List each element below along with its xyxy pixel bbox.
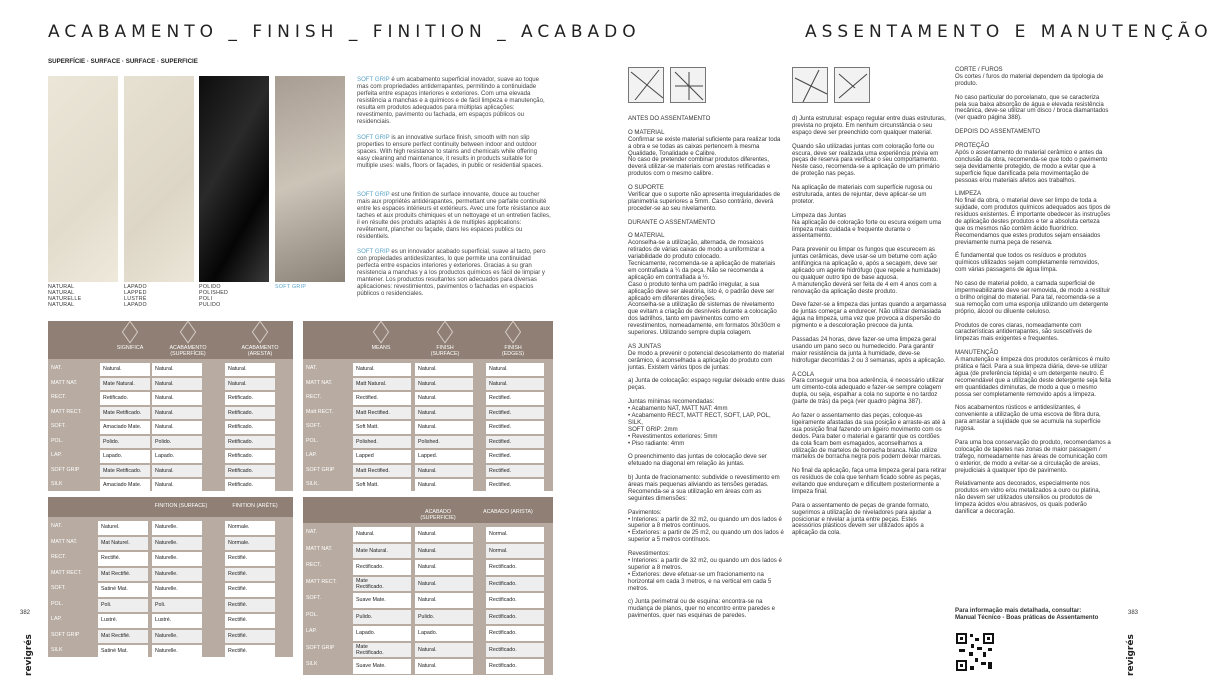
table-row-label: RECT. (51, 554, 67, 560)
finish-table-fr (48, 497, 293, 657)
swatch-soft-grip (275, 76, 345, 282)
table-cell: Natural. (415, 363, 473, 376)
swatch-polished (199, 76, 269, 282)
table-row-label: MATT NAT. (306, 379, 333, 386)
installation-column-2: d) Junta estrutural: espaço regular entre duas estruturas, prevista no projeto. Em nenhum circunstância o seu espaço deve ser preenchido com qualquer material. Quando são utilizadas juntas com coloração forte ou escura, deve ser realizada uma experiência prévia em peças de reserva para verificar o seu comportamento. Neste caso, recomenda-se a aplicação de um primário de proteção nas peças. Na aplicação de materiais com superfície rugosa ou estruturada, antes de rejuntar, deve aplicar-se um protetor. Limpeza das Juntas Na aplicação de coloração forte ou escura exigem uma limpeza mais cuidada e frequente durante o assentamento. Para prevenir ou limpar os fungos que escurecem as juntas cerâmicas, deve usar-se um betume com ação antifúngica na aplicação e, após a secagem, deve ser aplicado um agente hidrófugo (que repele a humidade) ou qualquer outro tipo de base aquosa. A manutenção deverá ser feita de 4 em 4 anos com a renovação da aplicação deste produto. Deve fazer-se a limpeza das juntas quando a argamassa de juntas começar a endurecer. Não utilizar demasiada água na limpeza, uma vez que provoca a dispersão do pigmento e a descoloração precoce da junta. Passadas 24 horas, deve fazer-se uma limpeza geral usando um pano seco ou humedecido. Para garantir maior resistência da junta à humidade, deve-se hidrofugar decorridas 2 ou 3 semanas, após a aplicação. A COLA Para conseguir uma boa aderência, é necessário utilizar um cimento-cola adequado e fazer-se sempre colagem dupla, ou seja, espalhar a cola no suporte e no tardoz (parte de trás) da peça (ver quadro página 387). Ao fazer o assentamento das peças, coloque-as ligeiramente afastadas da sua posição e arraste-as até à sua posição final fazendo um ligeiro movimento com os dedos. Para bater o material e garantir que os cordões da cola ficam bem esmagados, aconselhamos a utilização de martelos de borracha branca. Não utilize martelos de borracha negra pois podem deixar marcas. No final da aplicação, faça uma limpeza geral para retirar os resíduos de cola que tenham ficado sobre as peças, evitando que endureçam e dificultem posteriormente a limpeza final. Para o assentamento de peças de grande formato, sugerimos a utilização de niveladores para ajudar a posicionar e nivelar a junta entre peças. Estes acessórios plásticos devem ser utilizados após a aplicação da cola. (792, 115, 947, 537)
table-cell: Rectified. (486, 479, 544, 492)
table-cell: Matt Rectified. (353, 407, 411, 420)
table-row-label: MATT RECT. (51, 408, 82, 415)
table-header (48, 497, 293, 517)
swatch-label-polished: POLIDO POLISHED POLI PULIDO (199, 284, 229, 308)
table-cell: Naturelle. (152, 521, 202, 535)
table-column-header: ACABADO (SUPERFICIE) (420, 509, 456, 521)
finish-table-pt (48, 321, 293, 491)
table-cell: Suave Mate. (353, 593, 411, 608)
table-row-label: POL. (51, 437, 64, 444)
table-cell: Natural. (415, 544, 473, 559)
table-cell: Mat Rectifié. (98, 568, 148, 582)
table-row-label: RECT. (306, 394, 322, 400)
table-row-label: SOFT GRIP (306, 466, 335, 473)
table-cell: Rectified. (486, 450, 544, 463)
table-cell: Amaciado Mate. (100, 421, 150, 434)
table-cell: Naturelle. (152, 568, 202, 582)
table-row-label: SOFT. (51, 423, 67, 429)
table-cell: Natural. (415, 577, 473, 592)
tile-pattern-icon-4 (834, 67, 870, 103)
table-cell: Retificado. (225, 421, 275, 434)
table-row-label: Matt RECT. (306, 408, 334, 415)
table-cell: Retificado. (225, 407, 275, 420)
table-cell: Retificado. (225, 392, 275, 405)
table-cell: Poli. (98, 599, 148, 613)
table-cell: Natural. (415, 392, 473, 405)
table-cell: Polido. (100, 436, 150, 449)
finish-page-title: ACABAMENTO _ FINISH _ FINITION _ ACABADO (48, 22, 641, 42)
tile-diamond-icon (252, 320, 268, 343)
table-cell: Rectifié. (225, 630, 275, 644)
description-pt: SOFT GRIP é um acabamento superficial inovador, suave ao toque mas com propriedades antiderrapantes, permitindo a continuidade perfeita entre espaços interiores e exteriores. Com uma elevada resistência a manchas e a químicos e de fácil limpeza e manutenção, resulta em produtos adequados para múltiplas aplicações: revestimento, pavimento ou fachada, em espaços públicos ou residenciais. (357, 76, 545, 125)
table-cell: Polido. (152, 436, 202, 449)
table-cell: Pulido. (415, 610, 473, 625)
table-column-header: FINISH (EDGES) (501, 345, 525, 357)
table-cell: Rectificado. (486, 560, 544, 575)
table-cell: Normale. (225, 537, 275, 551)
table-column-header: SIGNIFICA (116, 345, 144, 351)
table-cell: Natural. (415, 643, 473, 658)
swatch-natural (48, 76, 118, 282)
table-cell: Normal. (486, 544, 544, 559)
table-cell: Matt Rectified. (353, 465, 411, 478)
table-row-label: SILK (51, 647, 63, 653)
table-cell: Natural. (415, 421, 473, 434)
table-row-label: NAT. (306, 365, 318, 371)
table-cell: Mat Rectifié. (98, 630, 148, 644)
brand-logo-left: revigrés (24, 634, 34, 676)
table-header (48, 321, 293, 359)
table-cell: Matt Natural. (353, 378, 411, 391)
table-row-label: POL. (306, 611, 319, 618)
tile-pattern-icon-2 (670, 67, 706, 103)
table-cell: Natural. (415, 659, 473, 674)
table-cell: Soft Matt. (353, 479, 411, 492)
table-cell: Rectified. (486, 407, 544, 420)
table-cell: Lustré. (152, 614, 202, 628)
surface-heading: SUPERFÍCIE · SURFACE · SURFACE · SUPERFICIE (48, 58, 198, 65)
table-cell: Naturel. (98, 521, 148, 535)
tile-diamond-icon (373, 320, 389, 343)
table-cell: Polished. (415, 436, 473, 449)
tile-diamond-icon (180, 320, 196, 343)
table-cell: Mat Naturel. (98, 537, 148, 551)
swatch-lapped (124, 76, 194, 282)
table-cell: Natural. (225, 363, 275, 376)
table-cell: Natural. (152, 421, 202, 434)
swatch-label-natural: NATURAL NATURAL NATURELLE NATURAL (48, 284, 82, 308)
qr-code-icon[interactable] (955, 632, 995, 672)
table-column-header: FINISH (SURFACE) (430, 345, 460, 357)
table-cell: Natural. (353, 363, 411, 376)
table-cell: Natural. (152, 479, 202, 492)
table-column-header: ACABAMENTO (SUPERFÍCIE) (169, 345, 207, 357)
table-row-label: SOFT. (306, 423, 322, 429)
table-cell: Natural. (415, 479, 473, 492)
table-row-label: POL. (306, 437, 319, 444)
installation-column-3: CORTE / FUROS Os cortes / furos do material dependem da tipologia de produto. No caso particular do porcelanato, que se caracteriza pela sua baixa absorção de água e elevada resistência mecânica, deve-se utilizar um disco / broca diamantados (ver quadro página 388). DEPOIS DO ASSENTAMENTO PROTEÇÃO Após o assentamento do material cerâmico e antes da conclusão da obra, recomenda-se que todo o pavimento seja devidamente protegido, de modo a evitar que a superfície fique danificada pela movimentação de pessoas e/ou materiais afetos aos trabalhos. LIMPEZA No final da obra, o material deve ser limpo de toda a sujidade, com produtos químicos adequados aos tipos de resíduos existentes. É importante obedecer às instruções de aplicação destes produtos e ter a absoluta certeza que os mesmos não contêm ácido fluorídrico. Recomendamos que estes produtos sejam ensaiados previamente numa peça de reserva. É fundamental que todos os resíduos e produtos químicos utilizados sejam completamente removidos, com várias passagens de água limpa. No caso de material polido, a camada superficial de impermeabilizante deve ser removida, de modo a restituir o brilho original do material. Para tal, recomenda-se a sua remoção com uma esponja utilizando um detergente próprio, álcool ou diluente celuloso. Produtos de cores claras, nomeadamente com características antiderrapantes, são suscetíveis de limpezas mais exigentes e frequentes. MANUTENÇÃO A manutenção e limpeza dos produtos cerâmicos é muito prática e fácil. Para a sua limpeza diária, deve-se utilizar água (de preferência tépida) e um detergente neutro. É recomendável que a utilização deste detergente seja feita em quantidades diminutas, de modo a que o mesmo possa ser completamente removido após a limpeza. Nos acabamentos rústicos e antideslizantes, é conveniente a utilização de uma escova de fibra dura, para arrastar a sujidade que se acumula na superfície rugosa. Para uma boa conservação do produto, recomendamos a colocação de tapetes nas zonas de maior passagem / tráfego, nomeadamente nas áreas de comunicação com o exterior, de modo a evitar-se a circulação de areias, prejudiciais à qualquer tipo de pavimento. Relativamente aos decorados, especialmente nos produtos em vidro e/ou metalizados a ouro ou platina, não devem ser utilizados utensílios ou produtos de limpeza ácidos e/ou abrasivos, os quais poderão danificar a decoração. (955, 66, 1111, 515)
tile-pattern-icon-3 (792, 67, 828, 103)
table-cell: Rectifié. (225, 568, 275, 582)
table-row-label: RECT. (51, 394, 67, 400)
table-cell: Retificado. (225, 436, 275, 449)
table-row-label: POL. (51, 600, 64, 607)
table-row-label: LAP. (306, 452, 317, 458)
table-cell: Soft Matt. (353, 421, 411, 434)
description-es: SOFT GRIP es un innovador acabado superficial, suave al tacto, pero con propiedades antideslizantes, lo que permite una continuidad perfecta entre espacios interiores y exteriores. Gracias a su gran resistencia a manchas y a los productos químicos es fácil de limpiar y mantener. Los productos resultantes son adecuados para diversas aplicaciones: revestimientos, pavimentos o fachadas en espacios públicos o residenciales. (357, 248, 546, 297)
table-cell: Lapado. (100, 450, 150, 463)
table-cell: Retificado. (100, 392, 150, 405)
table-cell: Natural. (415, 465, 473, 478)
table-cell: Rectifié. (225, 552, 275, 566)
table-cell: Natural. (415, 560, 473, 575)
table-cell: Normale. (225, 521, 275, 535)
table-row-label: LAP. (51, 452, 62, 458)
table-row-label: NAT. (51, 523, 63, 529)
table-row-label: NAT. (306, 529, 318, 535)
table-row-label: MATT RECT. (306, 578, 337, 585)
table-cell: Rectified. (486, 436, 544, 449)
table-cell: Pulido. (353, 610, 411, 625)
table-cell: Retificado. (225, 450, 275, 463)
table-cell: Natural. (486, 378, 544, 391)
table-column-header: FINITION (ARÊTE) (232, 503, 278, 509)
table-cell: Mate Retificado. (100, 407, 150, 420)
table-column-header: FINITION (SURFACE) (154, 503, 208, 509)
table-row-label: SOFT GRIP (51, 631, 80, 638)
table-cell: Lapado. (152, 450, 202, 463)
table-cell: Rectifié. (225, 583, 275, 597)
table-cell: Rectifié. (225, 599, 275, 613)
table-cell: Natural. (415, 378, 473, 391)
table-cell: Rectifié. (98, 552, 148, 566)
table-cell: Normal. (486, 527, 544, 542)
table-cell: Natural. (486, 363, 544, 376)
table-cell: Natural. (152, 363, 202, 376)
table-cell: Rectificado. (486, 626, 544, 641)
table-row-label: MATT RECT. (51, 569, 82, 576)
table-row-label: LAP. (51, 616, 62, 622)
table-cell: Natural. (225, 378, 275, 391)
page-number-left: 382 (20, 610, 31, 616)
table-cell: Lapped (353, 450, 411, 463)
table-cell: Rectificado. (486, 610, 544, 625)
table-cell: Mate Rectificado. (353, 643, 411, 658)
table-header (303, 497, 553, 523)
description-fr: SOFT GRIP est une finition de surface innovante, douce au toucher mais aux propriétés antidérapantes, permettant une parfaite continuité entre les espaces intérieurs et extérieurs. Avec une forte résistance aux taches et aux produits chimiques et un nettoyage et un entretien faciles, il en résulte des produits adaptés à de multiples applications: revêtement, plancher ou façade, dans les espaces publics ou résidentiels. (357, 191, 551, 240)
table-cell: Rectifié. (225, 645, 275, 659)
table-cell: Naturelle. (152, 552, 202, 566)
table-cell: Lapado. (415, 626, 473, 641)
table-cell: Lapado. (353, 626, 411, 641)
table-cell: Amaciado Mate. (100, 479, 150, 492)
table-cell: Rectified. (486, 392, 544, 405)
table-cell: Mate Retificado. (100, 465, 150, 478)
table-cell: Lustré. (98, 614, 148, 628)
description-en: SOFT GRIP is an innovative surface finish, smooth with non slip properties to ensure perfect continuity between indoor and outdoor spaces. With high resistance to stains and chemicals while offering easy cleaning and maintenance, it results in products suitable for multiple uses: walls, floors or façades, in public or residential spaces. (357, 134, 543, 169)
swatch-label-lapped: LAPADO LAPPED LUSTRÉ LAPADO (124, 284, 147, 308)
tile-pattern-icon-1 (628, 67, 664, 103)
table-cell: Natural. (152, 392, 202, 405)
table-cell: Rectified. (486, 421, 544, 434)
table-row-label: SOFT. (51, 585, 67, 591)
table-row-label: SILK (51, 481, 63, 487)
table-cell: Suave Mate. (353, 659, 411, 674)
table-cell: Polished. (353, 436, 411, 449)
table-row-label: SOFT. (306, 595, 322, 601)
table-cell: Rectificado. (486, 593, 544, 608)
table-cell: Natural. (415, 527, 473, 542)
table-cell: Poli. (152, 599, 202, 613)
page-number-right: 383 (1128, 610, 1139, 616)
table-cell: Natural. (100, 363, 150, 376)
table-row-label: MATT NAT. (51, 379, 78, 386)
tile-diamond-icon (505, 320, 521, 343)
table-row-label: SILK (306, 661, 318, 667)
table-cell: Rectificado. (486, 577, 544, 592)
tile-diamond-icon (122, 320, 138, 343)
table-column-header: MEANS (371, 345, 391, 351)
brand-logo-right: revigrés (1126, 634, 1136, 676)
table-cell: Naturelle. (152, 630, 202, 644)
table-cell: Natural. (152, 378, 202, 391)
table-cell: Rectificado. (486, 659, 544, 674)
table-cell: Natural. (152, 407, 202, 420)
table-cell: Naturelle. (152, 583, 202, 597)
table-cell: Natural. (353, 527, 411, 542)
table-cell: Natural. (415, 407, 473, 420)
table-row-label: NAT. (51, 365, 63, 371)
swatch-label-soft-grip: SOFT GRIP (275, 284, 307, 290)
table-row-label: MATT NAT. (306, 545, 333, 552)
table-row-label: SOFT GRIP (51, 466, 80, 473)
table-cell: Rectificado. (353, 560, 411, 575)
finish-table-es (303, 497, 553, 675)
table-cell: Satiné Mat. (98, 583, 148, 597)
table-cell: Retificado. (225, 479, 275, 492)
table-row-label: LAP. (306, 628, 317, 634)
table-cell: Naturelle. (152, 645, 202, 659)
table-row-label: RECT. (306, 562, 322, 568)
table-column-header: ACABAMENTO (ARESTA) (241, 345, 279, 357)
table-cell: Rectified. (486, 465, 544, 478)
table-cell: Mate Natural. (353, 544, 411, 559)
finish-table-en (303, 321, 553, 491)
installation-page-title: ASSENTAMENTO E MANUTENÇÃO (805, 22, 1213, 42)
table-header (303, 321, 553, 359)
table-cell: Rectificado. (486, 643, 544, 658)
table-cell: Rectified. (353, 392, 411, 405)
table-cell: Lapped. (415, 450, 473, 463)
table-cell: Satiné Mat. (98, 645, 148, 659)
table-row-label: MATT NAT. (51, 538, 78, 545)
table-cell: Mate Natural. (100, 378, 150, 391)
table-cell: Mate Rectificado. (353, 577, 411, 592)
table-cell: Natural. (152, 465, 202, 478)
table-row-label: SILK. (306, 481, 319, 487)
footer-note: Para informação mais detalhada, consultar: Manual Técnico - Boas práticas de Assentamento (955, 607, 1099, 621)
table-cell: Retificado. (225, 465, 275, 478)
table-cell: Natural. (415, 593, 473, 608)
installation-column-1: ANTES DO ASSENTAMENTO O MATERIAL Confirmar se existe material suficiente para realizar toda a obra e se todas as caixas pertencem à mesma Qualidade, Tonalidade e Calibre. No caso de pretender combinar produtos diferentes, deverá utilizar-se materiais com arestas retificadas e produtos com o mesmo calibre. O SUPORTE Verificar que o suporte não apresenta irregularidades de planimetria superiores a 5mm. Caso contrário, deverá proceder-se ao seu nivelamento. DURANTE O ASSENTAMENTO O MATERIAL Aconselha-se a utilização, alternada, de mosaicos retirados de várias caixas de modo a uniformizar a variabilidade do produto colocado. Tecnicamente, recomenda-se a aplicação de materiais em contrafiada a ¼ da peça. Não se recomenda a aplicação em contrafiada a ½. Caso o produto tenha um padrão irregular, a sua aplicação deve ser aleatória, isto é, o padrão deve ser aplicado em diferentes direções. Aconselha-se a utilização de sistemas de nivelamento que evitam a criação de desníveis durante a colocação dos ladrilhos, tanto em pavimentos como em revestimentos, nomeadamente, em formatos 30x30cm e superiores. Utilizando sempre dupla colagem. AS JUNTAS De modo a prevenir o potencial descolamento do material cerâmico, é aconselhada a aplicação do produto com juntas. Existem vários tipos de juntas: a) Junta de colocação: espaço regular deixado entre duas peças. Juntas mínimas recomendadas: • Acabamento NAT, MATT NAT: 4mm • Acabamento RECT, MATT RECT, SOFT, LAP, POL, SILK, SOFT GRIP: 2mm • Revestimentos exteriores: 5mm • Piso radiante: 4mm O preenchimento das juntas de colocação deve ser efetuado na diagonal em relação às juntas. b) Junta de fracionamento: subdivide o revestimento em áreas mais pequenas aliviando as tensões geradas. Recomenda-se a sua utilização em áreas com as seguintes dimensões: Pavimentos: • Interiores: a partir de 32 m2, ou quando um dos lados é superior a 8 metros contínuos. • Exteriores: a partir de 25 m2, ou quando um dos lados é superior a 5 metros contínuos. Revestimentos: • Interiores: a partir de 32 m2, ou quando um dos lados é superior a 8 metros. • Exteriores: deve efetuar-se um fracionamento na horizontal em cada 3 metros, e na vertical em cada 5 metros. c) Junta perimetral ou de esquina: encontra-se na mudança de planos, quer no encontro entre paredes e pavimentos, quer nas esquinas de paredes. (628, 115, 785, 620)
table-cell: Naturelle. (152, 537, 202, 551)
tile-diamond-icon (437, 320, 453, 343)
table-column-header: ACABADO (ARISTA) (483, 509, 533, 515)
table-row-label: SOFT GRIP (306, 644, 335, 651)
table-cell: Rectifié. (225, 614, 275, 628)
